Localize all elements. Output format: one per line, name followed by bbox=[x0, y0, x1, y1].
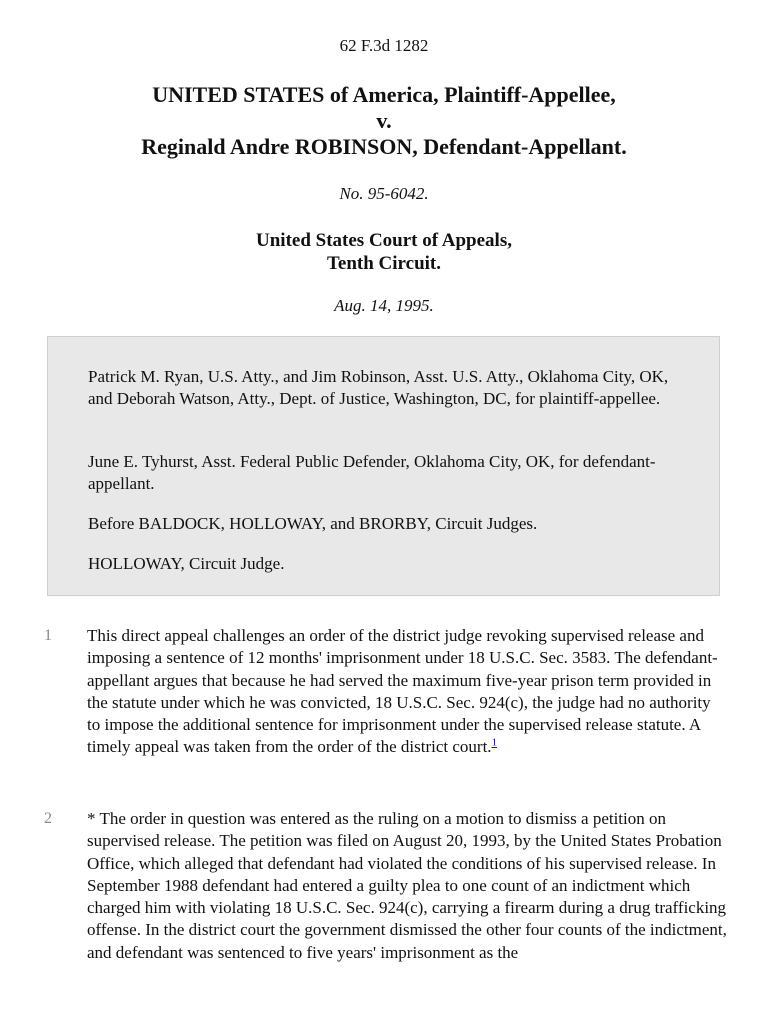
court-name bbox=[0, 229, 768, 275]
paragraph-body: This direct appeal challenges an order of the district judge revoking supervised release and imposing a sentence of 12 months' imprisonment under 18 U.S.C. Sec. 3583. The defendant-appellant argues that because he had served the maximum five-year prison term provided in the statute under which he was convicted, 18 U.S.C. Sec. 924(c), the judge had no authority to impose the additional sentence for imprisonment under the supervised release statute. A timely appeal was taken from the order of the district court. bbox=[87, 626, 718, 757]
case-caption bbox=[0, 82, 768, 160]
counsel-block bbox=[47, 336, 720, 596]
paragraph-number: 1 bbox=[44, 627, 52, 644]
caption-plaintiff: UNITED STATES of America, Plaintiff-Appellee, bbox=[152, 82, 616, 107]
paragraph-text bbox=[87, 625, 727, 759]
paragraph-text: * The order in question was entered as the ruling on a motion to dismiss a petition on supervised release. The petition was filed on August 20, 1993, by the United States Probation Office, which alleged that defendant had violated the conditions of his supervised release. In September 1988 defendant had entered a guilty plea to one count of an indictment which charged him with violating 18 U.S.C. Sec. 924(c), carrying a firearm during a drug trafficking offense. In the district court the government dismissed the other four counts of the indictment, and defendant was sentenced to five years' imprisonment as the bbox=[87, 809, 727, 962]
docket-number: No. 95-6042. bbox=[339, 184, 429, 203]
paragraph-number: 2 bbox=[44, 810, 52, 827]
counsel-defendant: June E. Tyhurst, Asst. Federal Public Defender, Oklahoma City, OK, for defendant-appellant. bbox=[88, 452, 656, 493]
case-citation: 62 F.3d 1282 bbox=[339, 36, 429, 55]
court-name-line1: United States Court of Appeals, bbox=[256, 230, 512, 251]
court-name-line2: Tenth Circuit. bbox=[326, 253, 442, 274]
caption-versus: v. bbox=[376, 108, 392, 133]
caption-defendant: Reginald Andre ROBINSON, Defendant-Appellant. bbox=[141, 134, 627, 159]
opinion-author: HOLLOWAY, Circuit Judge. bbox=[88, 554, 285, 573]
counsel-plaintiff: Patrick M. Ryan, U.S. Atty., and Jim Robinson, Asst. U.S. Atty., Oklahoma City, OK, and Deborah Watson, Atty., Dept. of Justice, Washington, DC, for plaintiff-appellee. bbox=[88, 367, 669, 408]
panel-judges: Before BALDOCK, HOLLOWAY, and BRORBY, Circuit Judges. bbox=[88, 514, 538, 533]
footnote-link[interactable]: 1 bbox=[491, 736, 498, 749]
decision-date: Aug. 14, 1995. bbox=[334, 296, 434, 315]
